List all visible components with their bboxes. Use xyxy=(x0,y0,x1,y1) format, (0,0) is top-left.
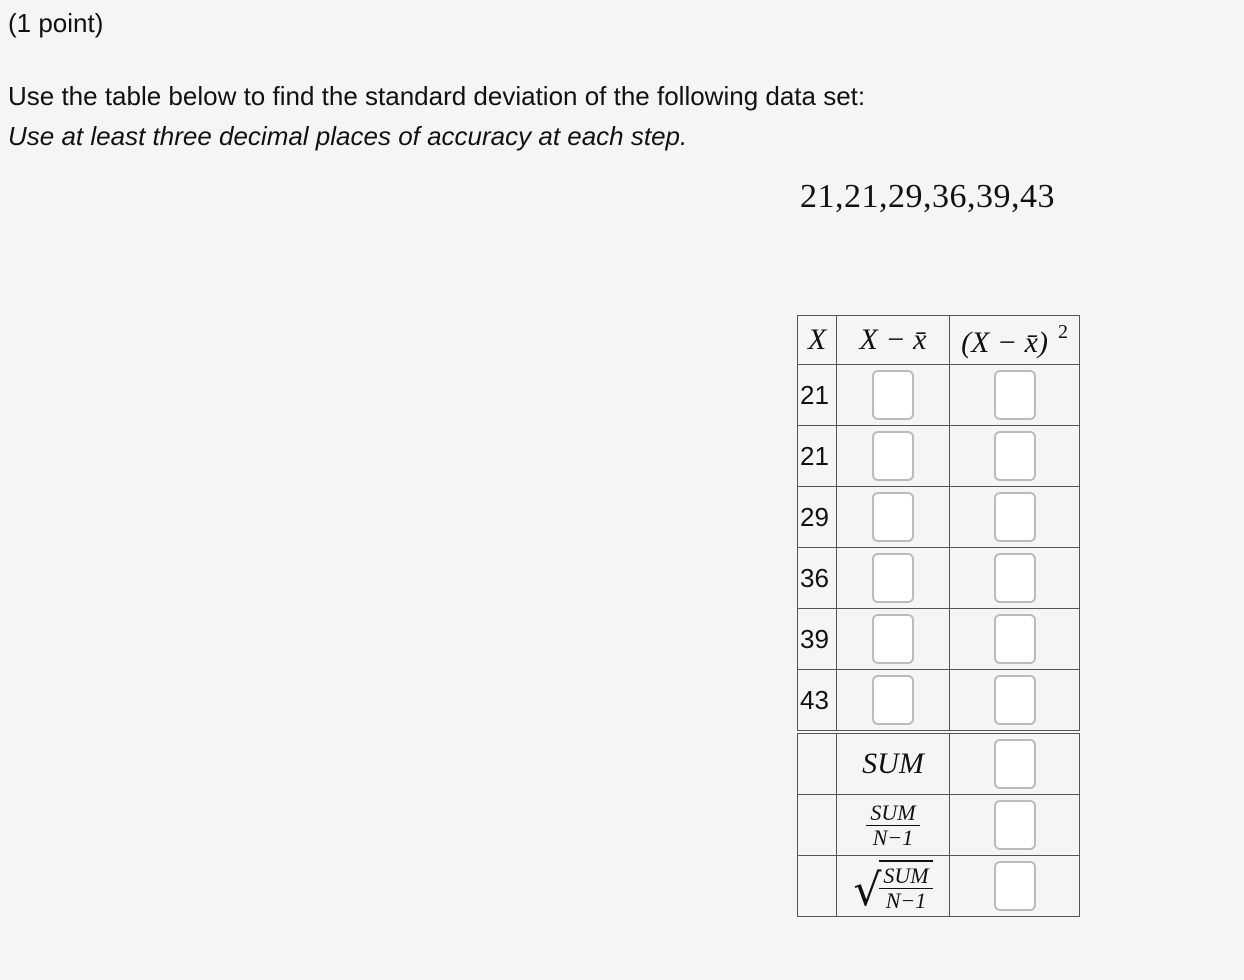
deviation-cell xyxy=(837,426,950,487)
empty-cell xyxy=(798,732,837,795)
squared-input[interactable] xyxy=(994,492,1036,542)
sum-label: SUM xyxy=(837,732,950,795)
squared-input[interactable] xyxy=(994,370,1036,420)
table-row xyxy=(798,426,1080,487)
deviation-cell xyxy=(837,487,950,548)
deviation-input[interactable] xyxy=(872,553,914,603)
x-value: 21 xyxy=(798,365,837,426)
squared-input[interactable] xyxy=(994,614,1036,664)
deviation-input[interactable] xyxy=(872,370,914,420)
sqrt-icon: √ xyxy=(853,864,882,916)
table-row xyxy=(798,609,1080,670)
std-dev-table xyxy=(797,315,1080,917)
squared-cell xyxy=(950,487,1080,548)
table-row xyxy=(798,670,1080,733)
deviation-cell xyxy=(837,548,950,609)
stddev-numerator: SUM xyxy=(879,864,932,889)
header-squared-deviation xyxy=(950,316,1080,365)
instructions xyxy=(8,76,865,156)
stddev-label xyxy=(837,856,950,917)
deviation-cell xyxy=(837,670,950,733)
empty-cell xyxy=(798,856,837,917)
dataset-values: 21,21,29,36,39,43 xyxy=(800,178,1055,215)
squared-input[interactable] xyxy=(994,553,1036,603)
deviation-input[interactable] xyxy=(872,431,914,481)
table-row xyxy=(798,548,1080,609)
accuracy-note: Use at least three decimal places of accuracy at each step. xyxy=(8,121,688,151)
variance-label xyxy=(837,795,950,856)
deviation-input[interactable] xyxy=(872,675,914,725)
points-label: (1 point) xyxy=(8,8,104,38)
variance-fraction xyxy=(866,801,919,850)
stddev-fraction xyxy=(879,864,932,913)
instruction-text: Use the table below to find the standard deviation of the following data set: xyxy=(8,81,866,111)
deviation-cell xyxy=(837,609,950,670)
stddev-row xyxy=(798,856,1080,917)
sqrt-expression xyxy=(853,860,932,916)
sum-row xyxy=(798,732,1080,795)
table-header-row xyxy=(798,316,1080,365)
sum-input[interactable] xyxy=(994,739,1036,789)
variance-numerator: SUM xyxy=(866,801,919,826)
squared-input[interactable] xyxy=(994,431,1036,481)
header-x: X xyxy=(798,316,837,365)
variance-row xyxy=(798,795,1080,856)
deviation-input[interactable] xyxy=(872,614,914,664)
table-row xyxy=(798,365,1080,426)
variance-cell xyxy=(950,795,1080,856)
header-squared-base: (X − x̄) xyxy=(961,325,1048,359)
x-value: 36 xyxy=(798,548,837,609)
x-value: 21 xyxy=(798,426,837,487)
squared-cell xyxy=(950,365,1080,426)
variance-input[interactable] xyxy=(994,800,1036,850)
squared-input[interactable] xyxy=(994,675,1036,725)
header-deviation: X − x̄ xyxy=(837,316,950,365)
squared-cell xyxy=(950,609,1080,670)
table-row xyxy=(798,487,1080,548)
stddev-input[interactable] xyxy=(994,861,1036,911)
variance-denominator: N−1 xyxy=(872,824,914,850)
x-value: 43 xyxy=(798,670,837,733)
empty-cell xyxy=(798,795,837,856)
squared-cell xyxy=(950,426,1080,487)
header-squared-exponent: 2 xyxy=(1057,320,1068,343)
x-value: 29 xyxy=(798,487,837,548)
squared-cell xyxy=(950,670,1080,733)
x-value: 39 xyxy=(798,609,837,670)
deviation-input[interactable] xyxy=(872,492,914,542)
sum-cell xyxy=(950,732,1080,795)
squared-cell xyxy=(950,548,1080,609)
deviation-cell xyxy=(837,365,950,426)
stddev-denominator: N−1 xyxy=(885,887,927,913)
stddev-cell xyxy=(950,856,1080,917)
